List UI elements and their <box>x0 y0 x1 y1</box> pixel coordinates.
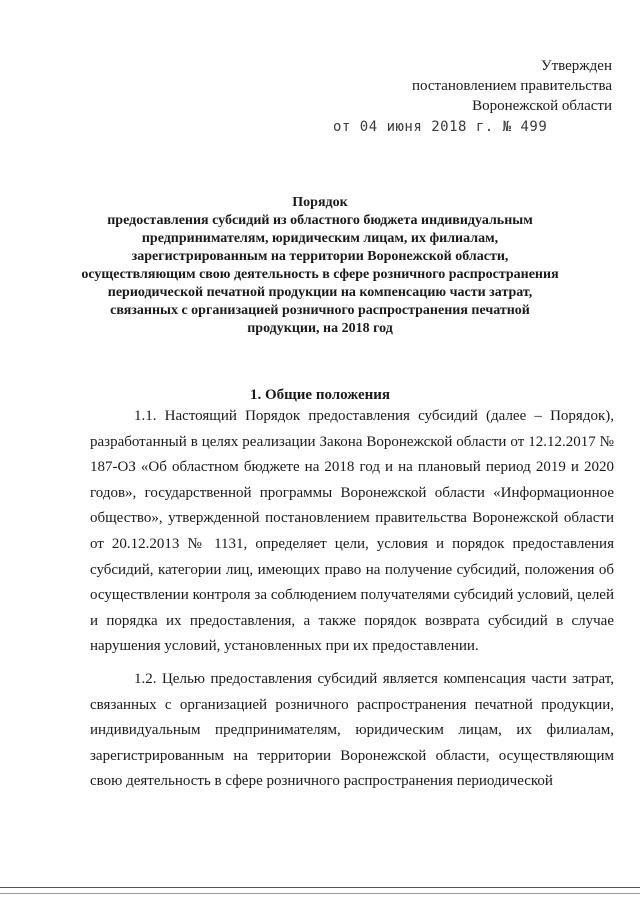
paragraph-1-2: 1.2. Целью предоставления субсидий является компенсация части затрат, связанных с организацией розничного распространения печатной продукции, индивидуальным предпринимателям, юридическим лицам, их филиалам, зарегистрированным на территории Воронежской области, осуществляющим свою деятельность в сфере розничного распространения периодической <box>90 670 614 790</box>
approval-block <box>412 56 612 116</box>
approval-line-1: Утвержден <box>540 58 612 74</box>
date-number-stamp: от 04 июня 2018 г. № 499 <box>333 119 548 135</box>
section-body <box>90 404 614 802</box>
approval-line-2: постановлением правительства <box>411 78 612 94</box>
page-bottom-rule <box>0 887 640 888</box>
approval-line-3: Воронежской области <box>472 98 612 114</box>
page-bottom-rule-secondary <box>0 893 640 894</box>
paragraph-1-1: 1.1. Настоящий Порядок предоставления субсидий (далее – Порядок), разработанный в целях реализации Закона Воронежской области от 12.12.2017 № 187-ОЗ «Об областном бюджете на 2018 год и на плановый период 2019 и 2020 годов», государственной программы Воронежской области «Информационное общество», утвержденной постановлением правительства Воронежской области от 20.12.2013 № 1131, определяет цели, условия и порядок предоставления субсидий, категории лиц, имеющих право на получение субсидий, положения об осуществлении контроля за соблюдением получателями субсидий условий, целей и порядка их предоставления, а также порядок возврата субсидий в случае нарушения условий, установленных при их предоставлении. <box>90 408 614 655</box>
document-title <box>80 194 560 338</box>
title-subtitle: предоставления субсидий из областного бюджета индивидуальным предпринимателям, юридическим лицам, их филиалам, зарегистрированным на территории Воронежской области, осуществляющим свою деятельность в сфере розничного распространения периодической печатной продукции на компенсацию части затрат, связанных с организацией розничного распространения печатной продукции, на 2018 год <box>81 213 559 336</box>
title-name: Порядок <box>292 195 348 210</box>
section-heading: 1. Общие положения <box>249 387 391 403</box>
